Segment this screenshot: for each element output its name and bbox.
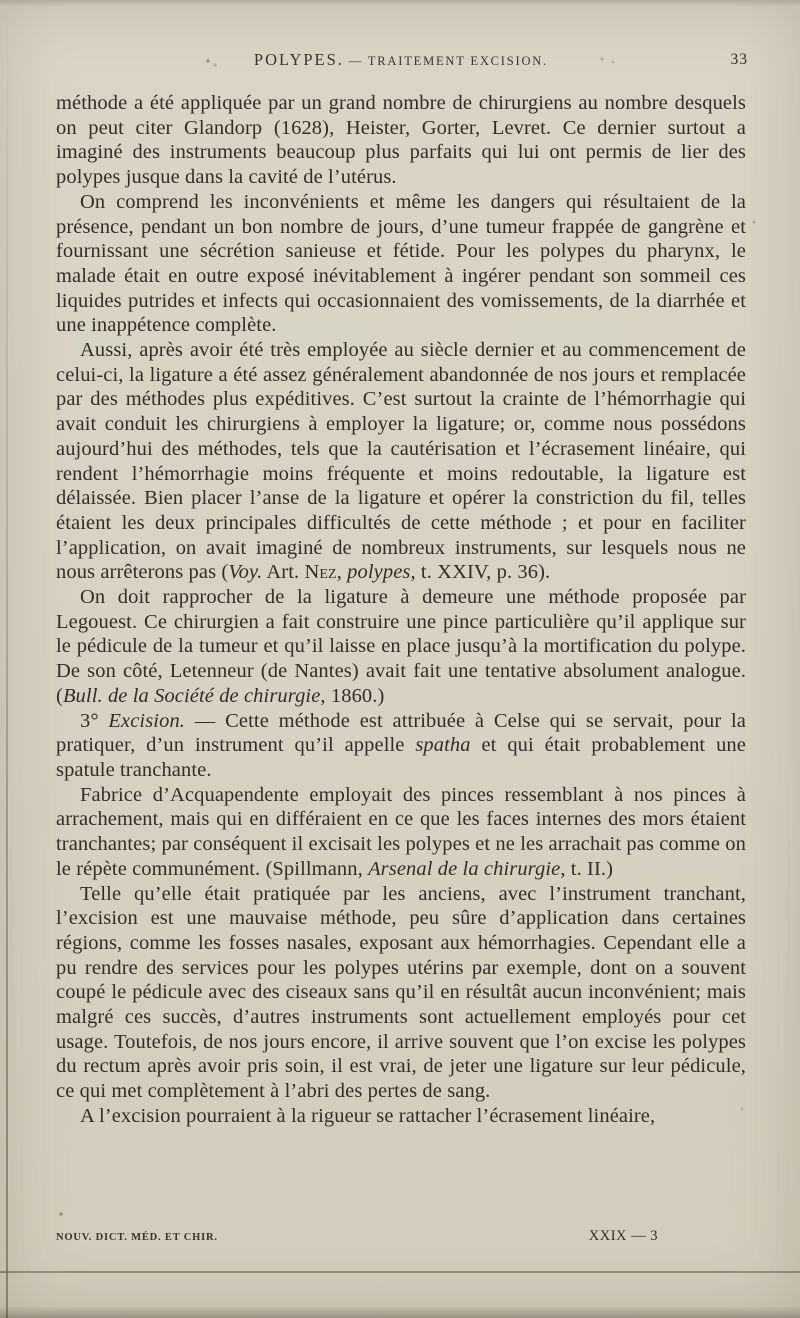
footer-volume-sheet-number: XXIX — 3 bbox=[588, 1228, 658, 1244]
page-number: 33 bbox=[730, 51, 748, 68]
paragraph bbox=[56, 338, 746, 585]
text-segment: Art. bbox=[262, 561, 305, 584]
paragraph bbox=[56, 783, 746, 882]
text-segment: Excision. bbox=[108, 709, 186, 732]
paragraph bbox=[56, 1104, 746, 1129]
text-segment: méthode a été appliquée par un grand nombre de chirurgiens au nombre desquels on peut citer Glandorp (1628), Heister, Gorter, Levret. Ce dernier surtout a imaginé des instruments beaucoup plus parfaits qui lui ont permis de lier des polypes jusque dans la cavité de l’utérus. bbox=[56, 92, 746, 189]
text-segment: 3° bbox=[80, 709, 109, 732]
paragraph bbox=[56, 585, 746, 709]
text-segment: Fabrice d’Acquapendente employait des pinces ressemblant à nos pinces à arrachement, mais qui en différaient en ce que les faces internes des mors étaient tranchantes; par conséquent il excisait les polypes et ne les arrachait pas comme on le répète communément. (Spillmann, bbox=[56, 783, 746, 880]
text-segment: Voy. bbox=[228, 561, 263, 584]
running-title-main: POLYPES. bbox=[253, 50, 344, 69]
text-segment: , t. II.) bbox=[560, 857, 614, 880]
page-content bbox=[56, 50, 746, 1129]
text-segment: A l’excision pourraient à la rigueur se rattacher l’écrasement linéaire, bbox=[80, 1104, 656, 1127]
text-segment: Telle qu’elle était pratiquée par les anciens, avec l’instrument tranchant, l’excision est une mauvaise méthode, peu sûre d’application dans certaines régions, comme les fosses nasales, exposant aux hémorrhagies. Cependant elle a pu rendre des services pour les polypes utérins par exemple, dont on a souvent coupé le pédicule avec des ciseaux sans qu’il en résultât aucun inconvénient; mais malgré ces succès, d’autres instruments sont actuellement employés pour cet usage. Toutefois, de nos jours encore, il arrive souvent que l’on excise les polypes du rectum après avoir pris soin, il est vrai, de jeter une ligature sur leur pédicule, ce qui met complètement à l’abri des pertes de sang. bbox=[56, 882, 746, 1103]
scan-artifact-top-shade bbox=[0, 0, 800, 7]
running-header bbox=[56, 50, 746, 70]
text-segment: et qui était probablement une spatule tranchante. bbox=[56, 734, 746, 781]
footer-publication-signature: NOUV. DICT. MÉD. ET CHIR. bbox=[56, 1232, 218, 1243]
text-segment: On doit rapprocher de la ligature à demeure une méthode proposée par Legouest. Ce chirurgien a fait construire une pince particulière qu’il applique sur le pédicule de la tumeur et qu’il laisse en place jusqu’à la mortification du polype. De son côté, Letenneur (de Nantes) avait fait une tentative absolument analogue. ( bbox=[56, 586, 746, 707]
paragraph bbox=[56, 91, 746, 190]
text-segment: Aussi, après avoir été très employée au siècle dernier et au commencement de celui-ci, la ligature a été assez généralement abandonnée de nos jours et remplacée par des méthodes plus expéditives. C’est surtout la crainte de l’hémorrhagie qui avait conduit les chirurgiens à employer la ligature; or, comme nous possédons aujourd’hui des méthodes, tels que la cautérisation et l’écrasement linéaire, qui rendent l’hémorrhagie moins fréquente et moins redoutable, la ligature est délaissée. Bien placer l’anse de la ligature et opérer la constriction du fil, telles étaient les deux principales difficultés de cette méthode ; et pour en faciliter l’application, on avait imaginé de nombreux instruments, sur lesquels nous ne nous arrêterons pas ( bbox=[56, 339, 746, 584]
text-segment: Arsenal de la chirurgie bbox=[368, 857, 561, 880]
text-segment: , bbox=[336, 561, 348, 584]
text-segment: , t. XXIV, p. 36). bbox=[410, 561, 551, 584]
text-segment: spatha bbox=[415, 734, 471, 757]
text-segment: Nez bbox=[304, 561, 337, 584]
text-segment: On comprend les inconvénients et même les dangers qui résultaient de la présence, pendant un bon nombre de jours, d’une tumeur frappée de gangrène et fournissant une sécrétion sanieuse et fétide. Pour les polypes du pharynx, le malade était en outre exposé inévitablement à ingérer pendant son sommeil ces liquides putrides et infects qui occasionnaient des vomissements, de la diarrhée et une inappétence complète. bbox=[56, 190, 746, 337]
scan-artifact-bottom-line bbox=[0, 1271, 800, 1273]
text-segment: polypes bbox=[347, 561, 411, 584]
scan-artifact-left-edge-line bbox=[6, 0, 8, 1318]
paragraph bbox=[56, 882, 746, 1104]
paragraph bbox=[56, 709, 746, 783]
page-footer bbox=[56, 1228, 746, 1245]
running-title-sub: — TRAITEMENT EXCISION. bbox=[343, 54, 549, 68]
text-segment: , 1860.) bbox=[320, 684, 385, 707]
scan-artifact-bottom-shade bbox=[0, 1306, 800, 1318]
paragraph bbox=[56, 190, 746, 338]
text-segment: Bull. de la Société de chirurgie bbox=[62, 684, 321, 707]
page-body bbox=[56, 91, 746, 1129]
scan-artifact-specks bbox=[0, 0, 2, 2]
text-segment: — Cette méthode est attribuée à Celse qui se servait, pour la pratiquer, d’un instrument qu’il appelle bbox=[56, 709, 746, 757]
